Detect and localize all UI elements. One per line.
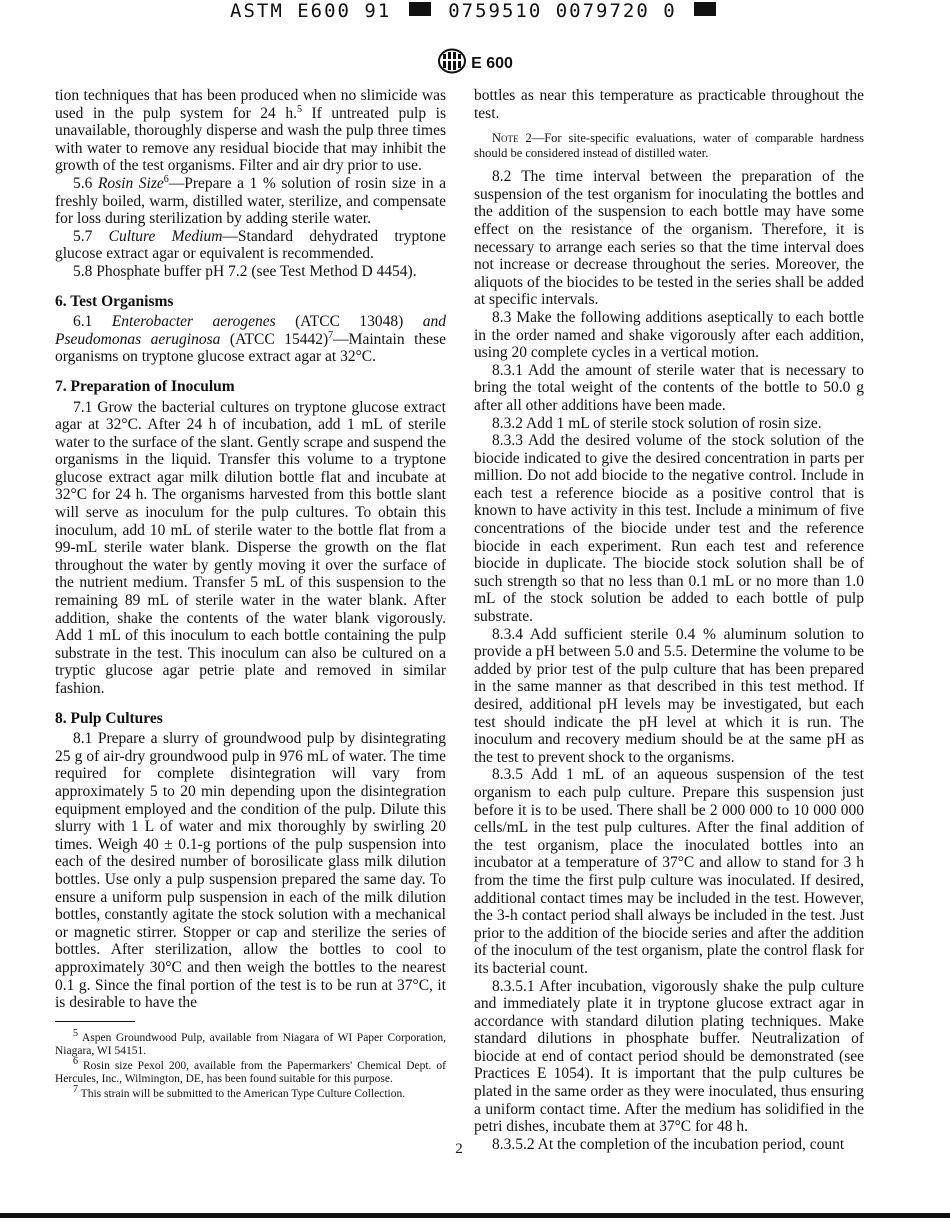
designation-number: E 600 bbox=[471, 54, 513, 72]
footnote-5: $^5$ Aspen Groundwood Pulp, available from Niagara of WI Paper Corporation, Niagara, WI 54151. bbox=[55, 1028, 446, 1058]
section-6-1: 6.1 Enterobacter aerogenes (ATCC 13048) and Pseudomonas aeruginosa (ATCC 15442)$^7$—Maintain these organisms on tryptone glucose extract agar at 32°C. bbox=[55, 313, 446, 366]
section-8-1: 8.1 Prepare a slurry of groundwood pulp by disintegrating 25 g of air-dry groundwood pulp in 976 mL of water. The time required for complete disintegration will vary from approximately 5 to 20 min depending upon the disintegration equipment employed and the condition of the pulp. Dilute this slurry with 1 L of water and mix thoroughly by swirling 20 times. Weigh 40 ± 0.1-g portions of the pulp suspension into each of the desired number of borosilicate glass milk dilution bottles. Use only a pulp suspension prepared the same day. To ensure a uniform pulp suspension in each of the milk dilution bottles, constantly agitate the stock solution with a mechanical or magnetic stirrer. Stopper or cap and sterilize the series of bottles. After sterilization, allow the bottles to cool to approximately 30°C and then weigh the bottles to the nearest 0.1 g. Since the final portion of the test is to be run at 37°C, it is desirable to have the bbox=[55, 730, 446, 1012]
heading-test-organisms: 6. Test Organisms bbox=[55, 292, 174, 310]
section-8-2: 8.2 The time interval between the preparation of the suspension of the test organism for inoculating the bottles and the addition of the suspension to each bottle may have some effect on the resistance of the organism. Therefore, it is necessary to arrange each series so that the time interval does not increase or decrease throughout the series. Moreover, the aliquots of the biocides to be tested in the series shall be added at specific intervals. bbox=[474, 168, 864, 309]
heading-preparation-of-inoculum: 7. Preparation of Inoculum bbox=[55, 377, 235, 395]
section-5-7: 5.7 Culture Medium—Standard dehydrated tryptone glucose extract agar or equivalent is recommended. bbox=[55, 227, 446, 263]
scan-code-left: ASTM E600 91 bbox=[230, 0, 392, 22]
section-8-3-4: 8.3.4 Add sufficient sterile 0.4 % aluminum solution to provide a pH between 5.0 and 5.5. Determine the volume to be added by prior test of the pulp culture that has been prepared in the same manner as that described in this test method. If desired, additional pH levels may be investigated, but each test should indicate the pH level at which it is run. The inoculum and recovery medium should be at the same pH as the test to prevent shock to the organisms. bbox=[474, 625, 864, 766]
section-7-1: 7.1 Grow the bacterial cultures on tryptone glucose extract agar at 32°C. After 24 h of incubation, add 1 mL of sterile water to the surface of the slant. Gently scrape and suspend the organisms in the liquid. Transfer this volume to a tryptone glucose extract agar milk dilution bottle flat and incubate at 32°C for 24 h. The organisms harvested from this bottle slant will serve as inoculum for the pulp cultures. To obtain this inoculum, add 10 mL of sterile water to the bottle flat from a 99-mL sterile water blank. Disperse the growth on the flat throughout the water by gently moving it over the surface of the nutrient medium. Transfer 5 mL of this suspension to the remaining 89 mL of sterile water in the water blank. After addition, shake the contents of the water blank vigorously. Add 1 mL of this inoculum to each bottle containing the pulp substrate in the test. This inoculum can also be cultured on a tryptic glucose agar petrie plate and removed in similar fashion. bbox=[55, 398, 446, 697]
section-8-3-2: 8.3.2 Add 1 mL of sterile stock solution of rosin size. bbox=[492, 414, 822, 432]
scan-block-mark bbox=[409, 2, 431, 16]
section-8-3-5: 8.3.5 Add 1 mL of an aqueous suspension of the test organism to each pulp culture. Prepare this suspension just before it is to be used. There shall be 2 000 000 to 10 000 000 cells/mL in the test pulp cultures. After the final addition of the test organism, place the inoculated bottles into an incubator at a temperature of 37°C and allow to stand for 3 h from the time the first pulp culture was inoculated. If desired, additional contact times may be included in the test. However, the 3-h contact period shall always be included in the test. Just prior to the addition of the biocide series and after the addition of the inoculum of the test organism, plate the control flask for its bacterial count. bbox=[474, 766, 864, 977]
section-8-3-1: 8.3.1 Add the amount of sterile water that is necessary to bring the total weight of the contents of the bottle to 50.0 g after all other additions have been made. bbox=[474, 361, 864, 414]
scan-block-mark bbox=[694, 2, 716, 16]
section-8-3-3: 8.3.3 Add the desired volume of the stock solution of the biocide indicated to give the desired concentration in parts per million. Do not add biocide to the negative control. Include in each test a reference biocide as a positive control that is known to have activity in this test. Include a minimum of five concentrations of the biocide under test and the reference biocide in each experiment. Run each test and reference biocide in duplicate. The biocide stock solution shall be of such strength so that no less than 0.1 mL or no more than 1.0 mL of the stock solution be added to each bottle of pulp substrate. bbox=[474, 432, 864, 626]
left-column bbox=[55, 87, 446, 1012]
section-5-6: 5.6 Rosin Size$^6$—Prepare a 1 % solution of rosin size in a freshly boiled, warm, distilled water, sterilize, and compensate for loss during sterilization by adding sterile water. bbox=[55, 173, 446, 228]
paragraph-continuation: tion techniques that has been produced when no slimicide was used in the pulp system for 24 h.$^5$ If untreated pulp is unavailable, thoroughly disperse and wash the pulp three times with water to remove any residual biocide that may inhibit the growth of the test organisms. Filter and air dry prior to use. bbox=[55, 87, 446, 175]
scan-bottom-edge bbox=[0, 1213, 950, 1218]
note-2: Note 2—For site-specific evaluations, water of comparable hardness should be considered instead of distilled water. bbox=[474, 131, 864, 161]
scan-code-mid: 0759510 0079720 0 bbox=[448, 0, 677, 22]
footnote-ref: 5 bbox=[296, 103, 302, 115]
paragraph-continuation: bottles as near this temperature as practicable throughout the test. bbox=[474, 87, 864, 122]
standard-designation bbox=[0, 48, 950, 79]
scan-header-code bbox=[230, 0, 720, 22]
section-8-3-5-1: 8.3.5.1 After incubation, vigorously shake the pulp culture and immediately plate it in tryptone glucose extract agar in accordance with standard dilution plating techniques. Make standard dilutions in phosphate buffer. Neutralization of biocide at end of contact period should be demonstrated (see Practices E 1054). It is important that the pulp cultures be plated in the same order as they were inoculated, thus ensuring a uniform contact time. After the medium has solidified in the petri dishes, incubate them at 37°C for 48 h. bbox=[474, 977, 864, 1136]
section-5-8: 5.8 Phosphate buffer pH 7.2 (see Test Method D 4454). bbox=[73, 262, 417, 280]
section-8-3-5-2: 8.3.5.2 At the completion of the incubation period, count bbox=[492, 1135, 845, 1153]
footnote-6: $^6$ Rosin size Pexol 200, available from the Papermarkers' Chemical Dept. of Hercules, Inc., Wilmington, DE, has been found suitable for this purpose. bbox=[55, 1055, 446, 1086]
footnote-divider bbox=[55, 1021, 135, 1022]
footnote-ref: 7 bbox=[328, 329, 334, 341]
footnote-ref: 6 bbox=[163, 173, 169, 185]
footnotes bbox=[55, 1028, 446, 1102]
footnote-7: $^7$ This strain will be submitted to the American Type Culture Collection. bbox=[73, 1083, 406, 1100]
section-8-3: 8.3 Make the following additions aseptically to each bottle in the order named and shake vigorously after each addition, using 20 complete cycles in a vertical motion. bbox=[474, 308, 864, 362]
right-column bbox=[474, 87, 864, 1153]
astm-logo-icon bbox=[437, 48, 467, 79]
page-number: 2 bbox=[455, 1141, 463, 1157]
heading-pulp-cultures: 8. Pulp Cultures bbox=[55, 709, 163, 727]
